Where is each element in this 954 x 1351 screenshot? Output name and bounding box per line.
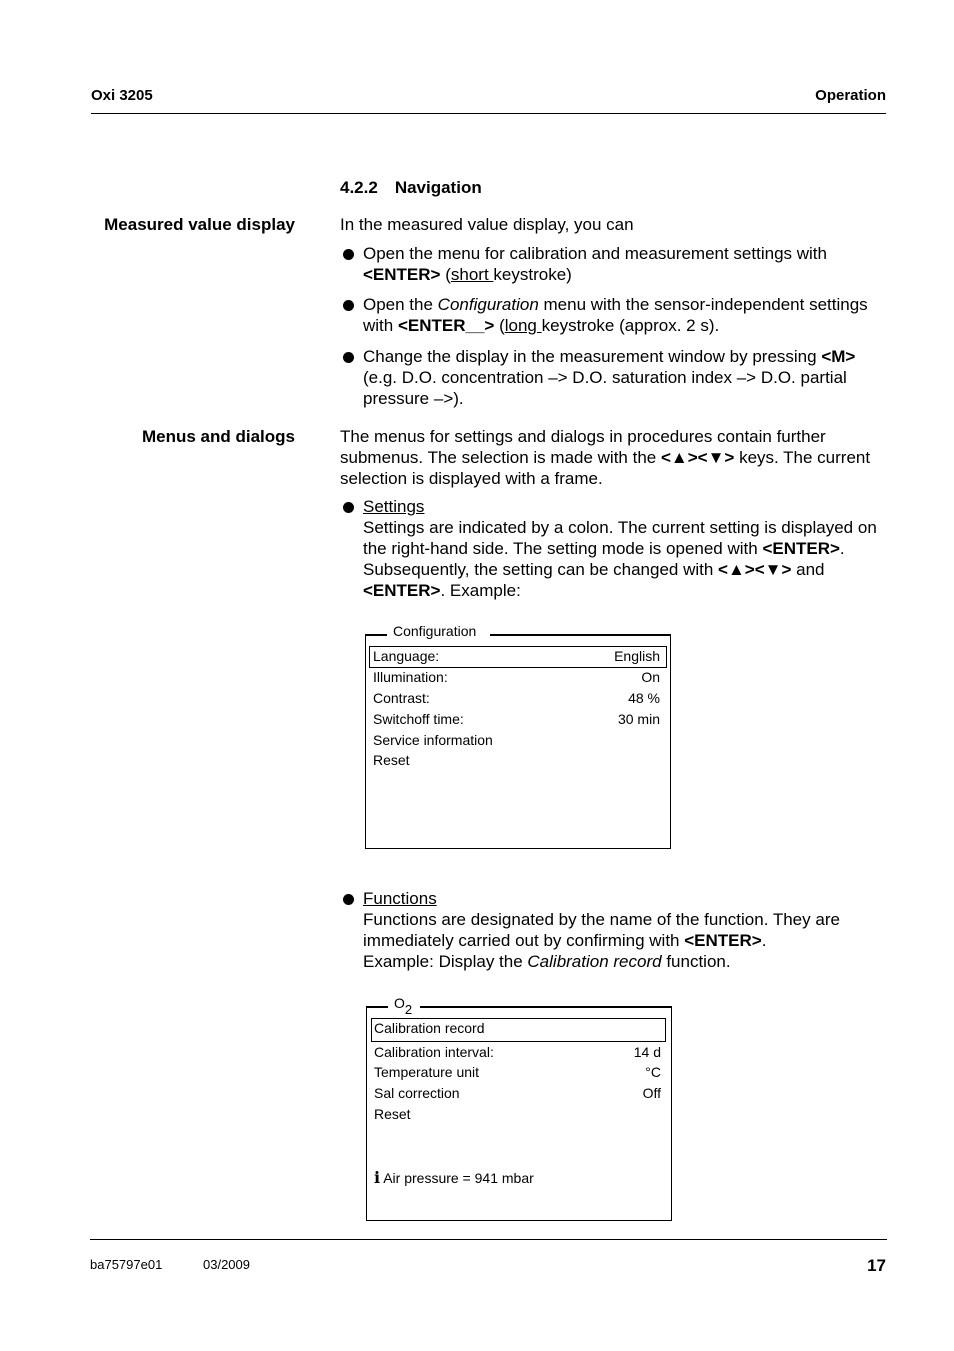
- bullet-text: immediately carried out by confirming with: [363, 931, 685, 950]
- side-label-menus: Menus and dialogs: [141, 427, 295, 446]
- info-icon: i: [374, 1168, 381, 1187]
- page-number: 17: [867, 1256, 886, 1275]
- bullet-dot: [343, 300, 354, 311]
- key-enter: <ENTER>: [363, 265, 441, 284]
- header-doc-title: Oxi 3205: [91, 87, 153, 104]
- calibration-record-italic: Calibration record: [527, 952, 662, 971]
- bullet-text: Subsequently, the setting can be changed with: [363, 560, 719, 579]
- paragraph-text: The menus for settings and dialogs in procedures contain further: [340, 427, 826, 446]
- bullet-text: (e.g. D.O. concentration –> D.O. saturation index –> D.O. partial: [363, 368, 847, 387]
- row-label: Service information: [373, 732, 493, 748]
- measured-intro: In the measured value display, you can: [340, 215, 634, 234]
- screen-title: Configuration: [387, 623, 490, 639]
- bullet-text: and: [791, 560, 825, 579]
- row-label: Calibration record: [374, 1020, 485, 1036]
- menu-row-temperature-unit[interactable]: [374, 1064, 661, 1081]
- row-label: Temperature unit: [374, 1064, 480, 1080]
- settings-title: Settings: [363, 497, 425, 516]
- paragraph-text: submenus. The selection is made with the: [340, 448, 661, 467]
- menu-row-illumination[interactable]: [373, 669, 660, 686]
- paragraph-text: keys. The current: [734, 448, 871, 467]
- bullet-dot: [343, 352, 354, 363]
- bullet-text: Settings are indicated by a colon. The current setting is displayed on: [363, 518, 877, 537]
- bullet-text: Open the menu for calibration and measurement settings with: [363, 244, 827, 263]
- row-value: On: [641, 669, 660, 685]
- bullet-text: Example: Display the: [363, 952, 528, 971]
- header-rule: [91, 113, 886, 114]
- bullet-dot: [343, 249, 354, 260]
- menu-row-reset[interactable]: [374, 1106, 661, 1123]
- menu-row-calibration-interval[interactable]: [374, 1044, 661, 1061]
- section-number: 4.2.2: [340, 178, 378, 197]
- bullet-text: Open the: [363, 295, 438, 314]
- menu-row-sal-correction[interactable]: [374, 1085, 661, 1102]
- bullet-text: menu with the sensor-independent settings: [538, 295, 868, 314]
- footer-date: 03/2009: [203, 1257, 250, 1272]
- title-sub-2: 2: [404, 1001, 413, 1017]
- key-m: <M>: [821, 347, 856, 366]
- bullet-text: keystroke (approx. 2 s).: [541, 316, 720, 335]
- title-o: O: [394, 995, 405, 1011]
- paren: (: [494, 316, 505, 335]
- info-text: Air pressure = 941 mbar: [383, 1170, 534, 1186]
- row-label: Illumination:: [373, 669, 448, 685]
- bullet-text: keystroke): [493, 265, 572, 284]
- functions-title: Functions: [363, 889, 437, 908]
- info-line: [374, 1169, 661, 1187]
- row-value: 14 d: [633, 1044, 661, 1060]
- configuration-screen: [365, 623, 671, 849]
- footer-doc-number: ba75797e01: [90, 1257, 163, 1272]
- header-chapter: Operation: [815, 87, 886, 104]
- short-word: short: [450, 265, 494, 284]
- bullet-text: pressure –>).: [363, 389, 464, 408]
- bullet-dot: [343, 894, 354, 905]
- paren: (: [445, 265, 451, 284]
- bullet-text: with: [363, 316, 398, 335]
- function-calibration-record[interactable]: [374, 1020, 661, 1037]
- bullet-dot: [343, 502, 354, 513]
- long-word: long: [504, 316, 542, 335]
- row-label: Contrast:: [373, 690, 430, 706]
- key-enter: <ENTER>: [684, 931, 762, 950]
- key-arrows: <▲><▼>: [660, 448, 735, 467]
- key-enter: <ENTER>: [363, 581, 441, 600]
- row-value: 48 %: [628, 690, 660, 706]
- row-label: Reset: [374, 1106, 411, 1122]
- key-enter-long: <ENTER__>: [397, 316, 495, 335]
- menus-paragraph: [340, 426, 890, 489]
- footer-rule: [90, 1239, 887, 1240]
- key-arrows: <▲><▼>: [718, 560, 792, 579]
- row-label: Reset: [373, 752, 410, 768]
- menu-row-contrast[interactable]: [373, 690, 660, 707]
- row-label: Language:: [373, 648, 440, 664]
- bullet-text: Functions are designated by the name of the function. They are: [363, 910, 840, 929]
- key-enter: <ENTER>: [762, 539, 840, 558]
- configuration-italic: Configuration: [437, 295, 539, 314]
- section-title: Navigation: [394, 178, 482, 197]
- menu-row-reset[interactable]: [373, 752, 660, 769]
- bullet-text: .: [839, 539, 845, 558]
- o2-screen: [366, 995, 672, 1221]
- menu-row-language[interactable]: [373, 648, 660, 665]
- row-value: English: [614, 648, 660, 664]
- row-label: Switchoff time:: [373, 711, 464, 727]
- row-label: Sal correction: [374, 1085, 460, 1101]
- section-heading: [340, 178, 482, 198]
- paragraph-text: selection is displayed with a frame.: [340, 469, 603, 488]
- bullet-text: the right-hand side. The setting mode is opened with: [363, 539, 763, 558]
- screen-title: [388, 995, 420, 1016]
- row-value: Off: [642, 1085, 661, 1101]
- row-label: Calibration interval:: [374, 1044, 494, 1060]
- menu-row-service[interactable]: [373, 732, 660, 749]
- bullet-text: .: [761, 931, 767, 950]
- bullet-text: . Example:: [440, 581, 521, 600]
- row-value: °C: [645, 1064, 661, 1080]
- row-value: 30 min: [617, 711, 660, 727]
- bullet-text: function.: [661, 952, 731, 971]
- menu-row-switchoff[interactable]: [373, 711, 660, 728]
- side-label-measured: Measured value display: [104, 215, 295, 234]
- bullet-text: Change the display in the measurement window by pressing: [363, 347, 822, 366]
